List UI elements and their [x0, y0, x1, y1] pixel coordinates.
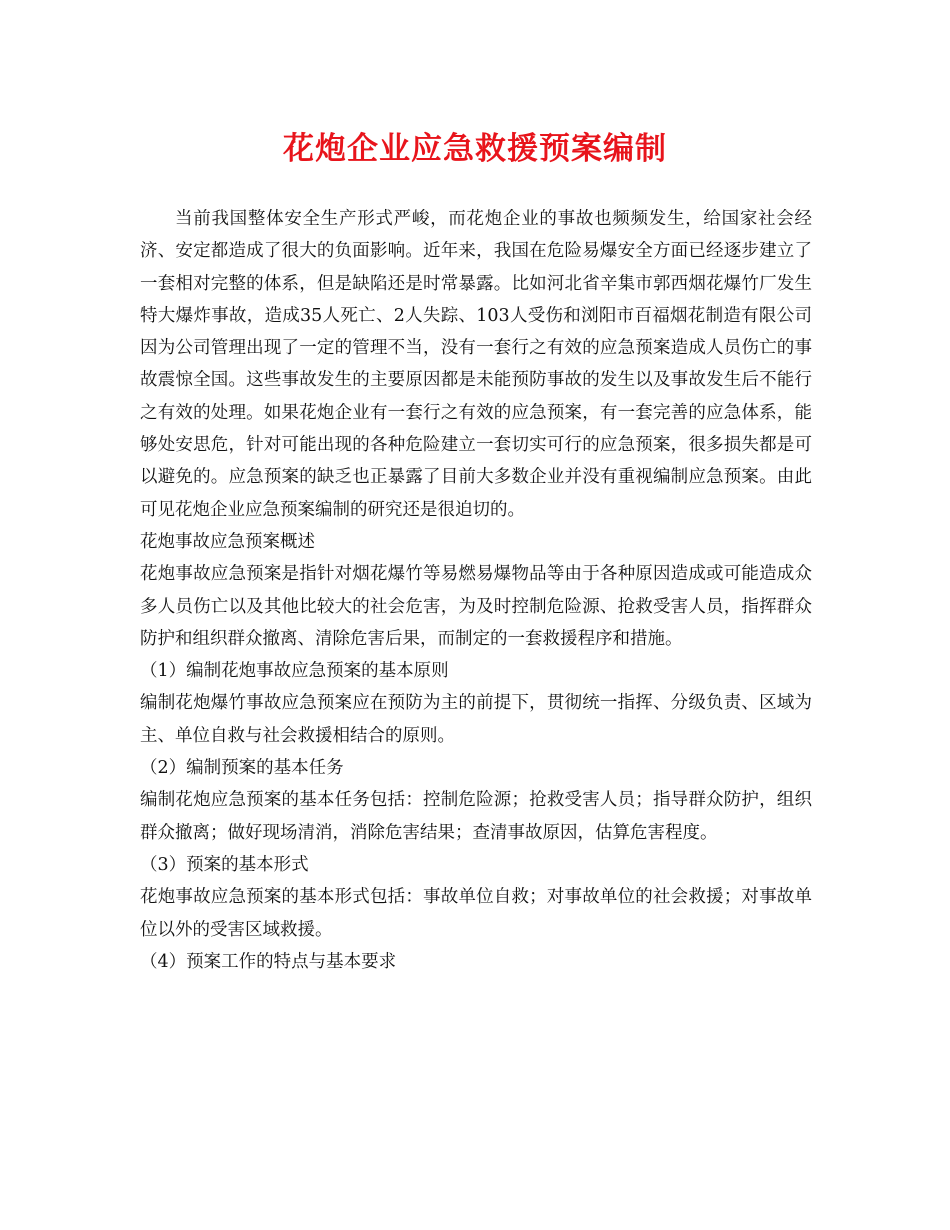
item4-heading: （4）预案工作的特点与基本要求 [140, 951, 397, 972]
item2-paragraph: 编制花炮应急预案的基本任务包括：控制危险源；抢救受害人员；指导群众防护，组织群众撤离；做好现场清消，消除危害结果；查清事故原因，估算危害程度。 [140, 790, 812, 843]
section-paragraph: 花炮事故应急预案是指针对烟花爆竹等易燃易爆物品等由于各种原因造成或可能造成众多人员伤亡以及其他比较大的社会危害，为及时控制危险源、抢救受害人员，指挥群众防护和组织群众撤离、清除危害后果，而制定的一套救援程序和措施。 [140, 564, 812, 649]
intro-paragraph: 当前我国整体安全生产形式严峻，而花炮企业的事故也频频发生，给国家社会经济、安定都造成了很大的负面影响。近年来，我国在危险易爆安全方面已经逐步建立了一套相对完整的体系，但是缺陷还是时常暴露。比如河北省辛集市郭西烟花爆竹厂发生特大爆炸事故，造成35人死亡、2人失踪、103人受伤和浏阳市百福烟花制造有限公司因为公司管理出现了一定的管理不当，没有一套行之有效的应急预案造成人员伤亡的事故震惊全国。这些事故发生的主要原因都是未能预防事故的发生以及事故发生后不能行之有效的处理。如果花炮企业有一套行之有效的应急预案，有一套完善的应急体系，能够处安思危，针对可能出现的各种危险建立一套切实可行的应急预案，很多损失都是可以避免的。应急预案的缺乏也正暴露了目前大多数企业并没有重视编制应急预案。由此可见花炮企业应急预案编制的研究还是很迫切的。 [140, 209, 812, 520]
document-title: 花炮企业应急救援预案编制 [283, 131, 667, 167]
item2-heading: （2）编制预案的基本任务 [140, 758, 344, 779]
document-body [140, 203, 812, 978]
item1-heading: （1）编制花炮事故应急预案的基本原则 [140, 661, 449, 682]
item3-paragraph: 花炮事故应急预案的基本形式包括：事故单位自救；对事故单位的社会救援；对事故单位以外的受害区域救援。 [140, 887, 812, 940]
section-heading: 花炮事故应急预案概述 [140, 531, 315, 552]
item1-paragraph: 编制花炮爆竹事故应急预案应在预防为主的前提下，贯彻统一指挥、分级负责、区域为主、单位自救与社会救援相结合的原则。 [140, 693, 812, 746]
item3-heading: （3）预案的基本形式 [140, 854, 309, 875]
